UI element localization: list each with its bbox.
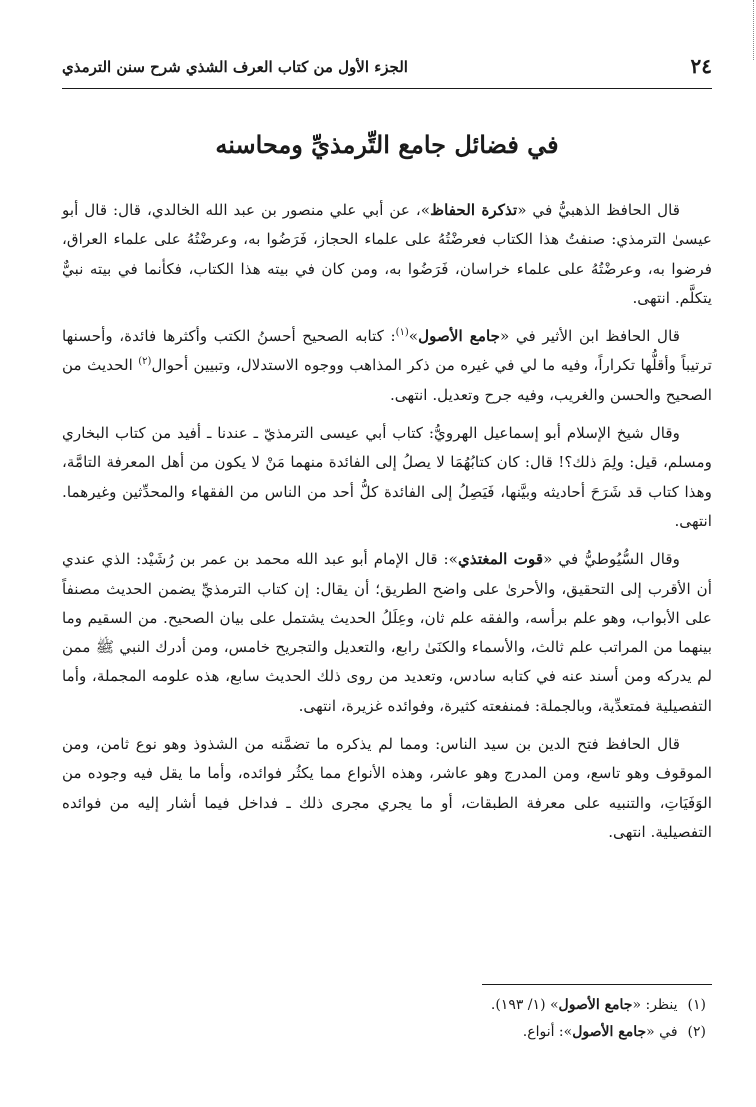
- paragraph-text: »: قال الإمام أبو عبد الله محمد بن عمر بن رُشَيْد: الذي عندي أن الأقرب إلى التحقيق، والأحرىٰ على واضح الطريق؛ أن يقال: إن كتاب الترمذيِّ يضمن الحديث مصنفاً على الأبواب، وهو علم برأسه، والفقه علم ثان، وعِلَلُ الحديث يشتمل على بيان الصحيح. من السقيم وما بينهما من المراتب علم ثالث، والأسماء والكنَىٰ رابع، والتعديل والتجريح خامس، ومن أدرك النبي ﷺ ممن لم يدركه ومن أسند عنه في كتابه سادس، وتعديد من روى ذلك الحديث سابع، هذه علومه المجملة، وأما التفصيلية فمتعدِّية، وبالجملة: فمنفعته كثيرة، وفوائده غزيرة، انتهى.: [62, 550, 712, 715]
- paragraph-text: »، عن أبي علي منصور بن عبد الله الخالدي، قال: قال أبو عيسىٰ الترمذي: صنفتُ هذا الكتاب فعرضْتُهُ على علماء الحجاز، فَرَضُوا به، وعرضْتُهُ على علماء العراق، فرضوا به، وعرضْتُهُ على علماء خراسان، فَرَضُوا به، ومن كان في بيته هذا الكتاب، فكأنما في بيته نبيٌّ يتكلَّم. انتهى.: [62, 201, 712, 307]
- source-title: جامع الأصول: [418, 327, 500, 346]
- footnote-2: [62, 1019, 712, 1046]
- footnote-number: (١): [687, 997, 706, 1013]
- running-title: الجزء الأول من كتاب العرف الشذي شرح سنن الترمذي: [62, 58, 408, 76]
- footnote-ref-1[interactable]: (١): [395, 327, 409, 339]
- footnote-text: في «: [646, 1024, 678, 1040]
- footnote-ref-2[interactable]: (٢): [138, 356, 152, 368]
- paragraph-text: »: [408, 327, 419, 346]
- footnote-text: ينظر: «: [632, 997, 678, 1013]
- page-edge-mark: [753, 0, 754, 60]
- main-text: [62, 196, 712, 847]
- paragraph-text: قال الحافظ ابن الأثير في «: [499, 327, 680, 346]
- page-header: [62, 52, 712, 89]
- footnote-1: [62, 992, 712, 1019]
- chapter-title: في فضائل جامع التِّرمذيِّ ومحاسنه: [215, 130, 559, 159]
- paragraph-harawi: وقال شيخ الإسلام أبو إسماعيل الهرويُّ: كتاب أبي عيسى الترمذيّ ـ عندنا ـ أفيد من كتاب البخاري ومسلم، قيل: ولِمَ ذلك؟! قال: كان كتابُهُمَا لا يصلُ إلى الفائدة منهما مَنْ لا يكون من أهل المعرفة التامَّة، وهذا كتاب قد شَرَحَ أحاديثه وبيَّنها، فَيَصِلُ إلى الفائدة كلُّ أحد من الناس من الفقهاء والمحدِّثين وغيرهما. انتهى.: [62, 424, 712, 530]
- footnote-text: »: أنواع.: [522, 1024, 573, 1040]
- source-title: قوت المغتذي: [457, 550, 544, 569]
- page-number: ٢٤: [690, 54, 712, 78]
- footnote-divider: [482, 984, 712, 985]
- footnotes: [62, 992, 712, 1046]
- source-title: تذكرة الحفاظ: [430, 201, 518, 219]
- paragraph-ibn-sayyid-al-nas: قال الحافظ فتح الدين بن سيد الناس: ومما لم يذكره ما تضمَّنه من الشذوذ وهو نوع ثامن، ومن الموقوف وهو تاسع، ومن المدرج وهو عاشر، وهذه الأنواع مما يكثُر فوائده، وأما ما يقل فيه وجوده من الوَفَيَاتِ، والتنبيه على معرفة الطبقات، أو ما يجري مجرى ذلك ـ فداخل فيما أشار إليه من فوائده التفصيلية. انتهى.: [62, 735, 712, 841]
- source-title: جامع الأصول: [572, 1024, 647, 1040]
- paragraph-text: وقال السُّيُوطيُّ في «: [543, 550, 680, 569]
- footnote-text: » (١/ ١٩٣).: [490, 997, 559, 1013]
- paragraph-text: قال الحافظ الذهبيُّ في «: [517, 201, 681, 219]
- paragraph-text: الحديث من الصحيح والحسن والغريب، وفيه جرح وتعديل. انتهى.: [62, 356, 712, 404]
- paragraph-suyuti: [62, 545, 712, 721]
- paragraph-dhahabi: [62, 196, 712, 313]
- source-title: جامع الأصول: [558, 997, 633, 1013]
- footnote-number: (٢): [687, 1024, 706, 1040]
- paragraph-ibn-athir: [62, 322, 712, 410]
- paragraph-text: : كتابه الصحيح أحسنُ الكتب وأكثرها فائدة، وأحسنها ترتيباً وأقلُّها تكراراً، وفيه ما لي في غيره من ذكر المذاهب ووجوه الاستدلال، وتبيين أحوال: [62, 327, 712, 375]
